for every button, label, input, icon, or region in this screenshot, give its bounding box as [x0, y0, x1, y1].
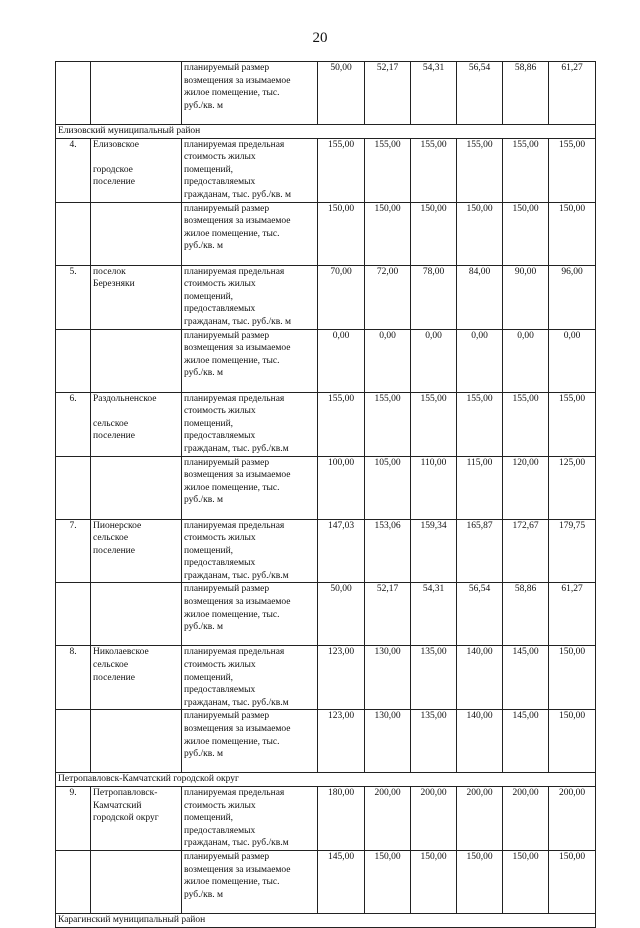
year-value: 155,00: [318, 138, 365, 202]
year-value: 105,00: [365, 456, 411, 519]
row-number: [56, 456, 91, 519]
section-title: Елизовский муниципальный район: [56, 125, 596, 139]
table-row: [56, 456, 596, 519]
year-value: 52,17: [365, 62, 411, 125]
year-value: 58,86: [503, 62, 549, 125]
year-value: 150,00: [549, 851, 596, 914]
settlement-name: [91, 710, 182, 773]
row-number: [56, 583, 91, 646]
indicator-description: планируемый размер возмещения за изымаемое жилое помещение, тыс. руб./кв. м: [182, 851, 318, 914]
year-value: 54,31: [411, 583, 457, 646]
year-value: 70,00: [318, 265, 365, 329]
year-value: 96,00: [549, 265, 596, 329]
settlement-name: Елизовское городское поселение: [91, 138, 182, 202]
row-number: [56, 62, 91, 125]
year-value: 150,00: [503, 202, 549, 265]
indicator-description: планируемый размер возмещения за изымаемое жилое помещение, тыс. руб./кв. м: [182, 202, 318, 265]
page-number: 20: [312, 30, 328, 46]
year-value: 150,00: [411, 202, 457, 265]
table-row: [56, 519, 596, 583]
year-value: 50,00: [318, 62, 365, 125]
settlement-name: Петропавловск- Камчатский городской округ: [91, 787, 182, 851]
table-row: [56, 392, 596, 456]
year-value: 200,00: [411, 787, 457, 851]
year-value: 140,00: [457, 710, 503, 773]
year-value: 150,00: [457, 202, 503, 265]
year-value: 179,75: [549, 519, 596, 583]
settlement-name: [91, 62, 182, 125]
year-value: 140,00: [457, 646, 503, 710]
year-value: 200,00: [549, 787, 596, 851]
section-row: [56, 914, 596, 928]
year-value: 78,00: [411, 265, 457, 329]
year-value: 165,87: [457, 519, 503, 583]
year-value: 159,34: [411, 519, 457, 583]
year-value: 155,00: [411, 392, 457, 456]
year-value: 172,67: [503, 519, 549, 583]
year-value: 0,00: [457, 329, 503, 392]
year-value: 0,00: [503, 329, 549, 392]
year-value: 84,00: [457, 265, 503, 329]
settlement-name: [91, 456, 182, 519]
year-value: 155,00: [411, 138, 457, 202]
year-value: 110,00: [411, 456, 457, 519]
year-value: 120,00: [503, 456, 549, 519]
indicator-description: планируемый размер возмещения за изымаемое жилое помещение, тыс. руб./кв. м: [182, 710, 318, 773]
indicator-description: планируемая предельная стоимость жилых помещений, предоставляемых гражданам, тыс. руб./кв. м: [182, 138, 318, 202]
table-row: [56, 329, 596, 392]
year-value: 135,00: [411, 646, 457, 710]
year-value: 61,27: [549, 62, 596, 125]
indicator-description: планируемый размер возмещения за изымаемое жилое помещение, тыс. руб./кв. м: [182, 583, 318, 646]
year-value: 72,00: [365, 265, 411, 329]
section-row: [56, 773, 596, 787]
indicator-description: планируемый размер возмещения за изымаемое жилое помещение, тыс. руб./кв. м: [182, 62, 318, 125]
table-row: [56, 787, 596, 851]
year-value: 135,00: [411, 710, 457, 773]
table-row: [56, 646, 596, 710]
year-value: 153,06: [365, 519, 411, 583]
year-value: 155,00: [318, 392, 365, 456]
year-value: 147,03: [318, 519, 365, 583]
year-value: 145,00: [503, 646, 549, 710]
year-value: 200,00: [457, 787, 503, 851]
year-value: 150,00: [411, 851, 457, 914]
indicator-description: планируемая предельная стоимость жилых помещений, предоставляемых гражданам, тыс. руб./кв.м: [182, 519, 318, 583]
table-row: [56, 851, 596, 914]
year-value: 56,54: [457, 62, 503, 125]
year-value: 115,00: [457, 456, 503, 519]
year-value: 52,17: [365, 583, 411, 646]
indicator-description: планируемая предельная стоимость жилых помещений, предоставляемых гражданам, тыс. руб./кв.м: [182, 646, 318, 710]
indicator-description: планируемая предельная стоимость жилых помещений, предоставляемых гражданам, тыс. руб./кв. м: [182, 265, 318, 329]
row-number: [56, 202, 91, 265]
year-value: 200,00: [503, 787, 549, 851]
indicator-description: планируемая предельная стоимость жилых помещений, предоставляемых гражданам, тыс. руб./кв.м: [182, 787, 318, 851]
year-value: 150,00: [503, 851, 549, 914]
row-number: 5.: [56, 265, 91, 329]
table-row: [56, 710, 596, 773]
year-value: 130,00: [365, 710, 411, 773]
year-value: 150,00: [549, 710, 596, 773]
table-row: [56, 138, 596, 202]
row-number: 8.: [56, 646, 91, 710]
settlement-name: Пионерское сельское поселение: [91, 519, 182, 583]
table-row: [56, 265, 596, 329]
year-value: 90,00: [503, 265, 549, 329]
year-value: 61,27: [549, 583, 596, 646]
indicator-description: планируемая предельная стоимость жилых помещений, предоставляемых гражданам, тыс. руб./кв.м: [182, 392, 318, 456]
table-row: [56, 62, 596, 125]
year-value: 155,00: [365, 392, 411, 456]
row-number: 4.: [56, 138, 91, 202]
settlement-name: [91, 583, 182, 646]
settlement-name: [91, 202, 182, 265]
year-value: 123,00: [318, 646, 365, 710]
indicator-description: планируемый размер возмещения за изымаемое жилое помещение, тыс. руб./кв. м: [182, 456, 318, 519]
year-value: 180,00: [318, 787, 365, 851]
settlement-name: [91, 851, 182, 914]
year-value: 58,86: [503, 583, 549, 646]
table-row: [56, 202, 596, 265]
year-value: 155,00: [503, 138, 549, 202]
section-title: Петропавловск-Камчатский городской округ: [56, 773, 596, 787]
year-value: 56,54: [457, 583, 503, 646]
year-value: 150,00: [457, 851, 503, 914]
year-value: 145,00: [318, 851, 365, 914]
year-value: 100,00: [318, 456, 365, 519]
settlement-name: Николаевское сельское поселение: [91, 646, 182, 710]
year-value: 50,00: [318, 583, 365, 646]
year-value: 150,00: [365, 851, 411, 914]
year-value: 123,00: [318, 710, 365, 773]
year-value: 125,00: [549, 456, 596, 519]
year-value: 155,00: [549, 138, 596, 202]
year-value: 155,00: [549, 392, 596, 456]
row-number: 7.: [56, 519, 91, 583]
row-number: 9.: [56, 787, 91, 851]
year-value: 150,00: [365, 202, 411, 265]
row-number: [56, 329, 91, 392]
year-value: 155,00: [503, 392, 549, 456]
year-value: 150,00: [549, 646, 596, 710]
year-value: 54,31: [411, 62, 457, 125]
year-value: 0,00: [365, 329, 411, 392]
year-value: 200,00: [365, 787, 411, 851]
table-body: [56, 62, 596, 928]
year-value: 130,00: [365, 646, 411, 710]
settlement-name: поселок Березняки: [91, 265, 182, 329]
year-value: 0,00: [549, 329, 596, 392]
data-table: [55, 61, 596, 928]
year-value: 150,00: [549, 202, 596, 265]
year-value: 155,00: [457, 138, 503, 202]
section-title: Карагинский муниципальный район: [56, 914, 596, 928]
year-value: 150,00: [318, 202, 365, 265]
year-value: 145,00: [503, 710, 549, 773]
row-number: [56, 851, 91, 914]
year-value: 155,00: [365, 138, 411, 202]
year-value: 155,00: [457, 392, 503, 456]
year-value: 0,00: [318, 329, 365, 392]
row-number: 6.: [56, 392, 91, 456]
settlement-name: Раздольненское сельское поселение: [91, 392, 182, 456]
indicator-description: планируемый размер возмещения за изымаемое жилое помещение, тыс. руб./кв. м: [182, 329, 318, 392]
year-value: 0,00: [411, 329, 457, 392]
section-row: [56, 125, 596, 139]
table-row: [56, 583, 596, 646]
settlement-name: [91, 329, 182, 392]
row-number: [56, 710, 91, 773]
